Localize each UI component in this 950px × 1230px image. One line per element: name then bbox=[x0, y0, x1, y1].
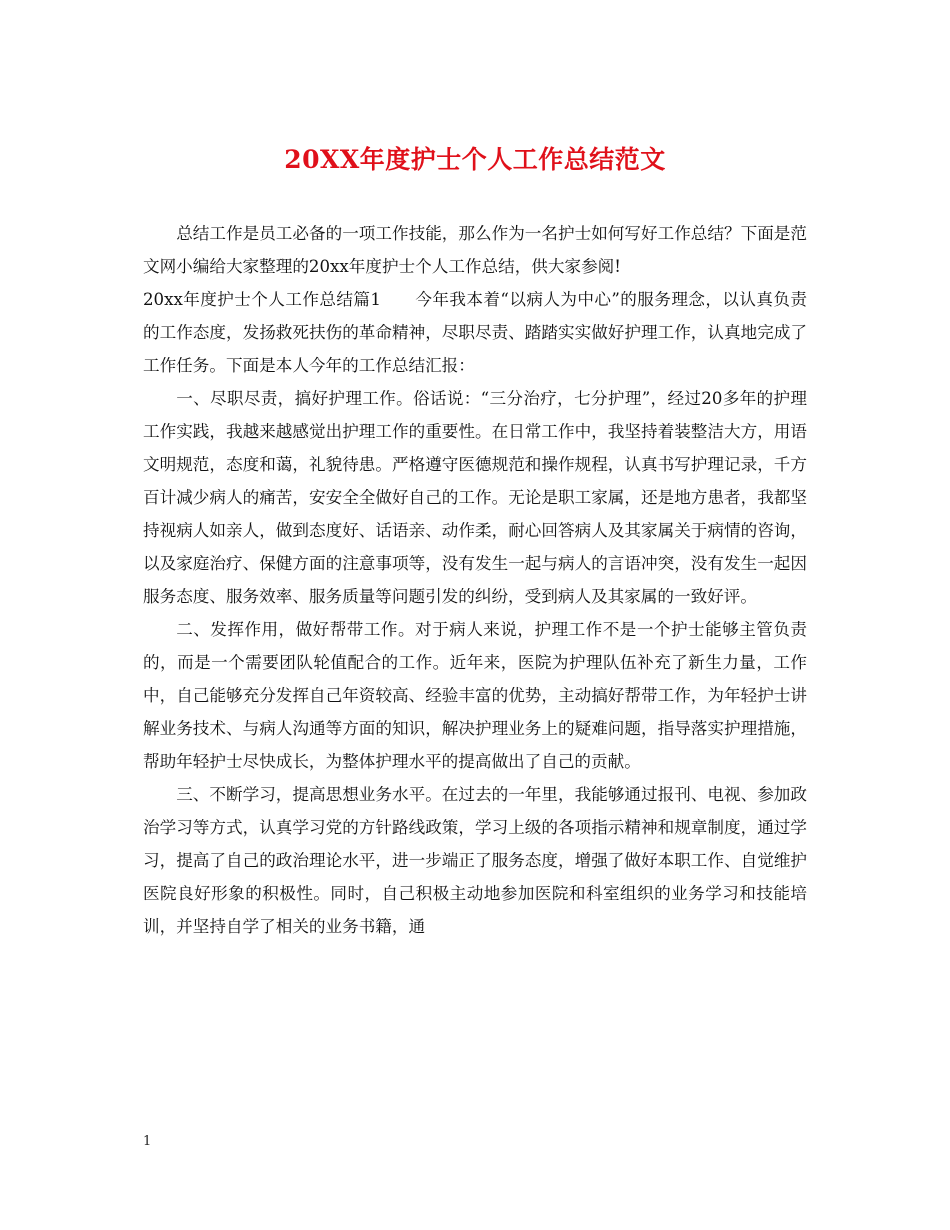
document-title: 20XX年度护士个人工作总结范文 bbox=[284, 145, 666, 174]
paragraph-point-two: 二、发挥作用，做好帮带工作。对于病人来说，护理工作不是一个护士能够主管负责的，而是一个需要团队轮值配合的工作。近年来，医院为护理队伍补充了新生力量，工作中，自己能够充分发挥自己年资较高、经验丰富的优势，主动搞好帮带工作，为年轻护士讲解业务技术、与病人沟通等方面的知识，解决护理业务上的疑难问题，指导落实护理措施，帮助年轻护士尽快成长，为整体护理水平的提高做出了自己的贡献。 bbox=[143, 620, 807, 771]
page-number: 1 bbox=[143, 1134, 152, 1149]
paragraph-section-heading: 20xx年度护士个人工作总结篇1 今年我本着“以病人为中心”的服务理念，以认真负责的工作态度，发扬救死扶伤的革命精神，尽职尽责、踏踏实实做好护理工作，认真地完成了工作任务。下面是本人今年的工作总结汇报： bbox=[143, 290, 807, 375]
paragraph-point-three: 三、不断学习，提高思想业务水平。在过去的一年里，我能够通过报刊、电视、参加政治学习等方式，认真学习党的方针路线政策，学习上级的各项指示精神和规章制度，通过学习，提高了自己的政治理论水平，进一步端正了服务态度，增强了做好本职工作、自觉维护医院良好形象的积极性。同时，自己积极主动地参加医院和科室组织的业务学习和技能培训，并坚持自学了相关的业务书籍，通 bbox=[143, 785, 807, 936]
paragraph-point-one: 一、尽职尽责，搞好护理工作。俗话说：“三分治疗，七分护理”，经过20多年的护理工作实践，我越来越感觉出护理工作的重要性。在日常工作中，我坚持着装整洁大方，用语文明规范，态度和蔼，礼貌待患。严格遵守医德规范和操作规程，认真书写护理记录，千方百计减少病人的痛苦，安安全全做好自己的工作。无论是职工家属，还是地方患者，我都坚持视病人如亲人，做到态度好、话语亲、动作柔，耐心回答病人及其家属关于病情的咨询，以及家庭治疗、保健方面的注意事项等，没有发生一起与病人的言语冲突，没有发生一起因服务态度、服务效率、服务质量等问题引发的纠纷，受到病人及其家属的一致好评。 bbox=[143, 389, 807, 606]
paragraph-intro: 总结工作是员工必备的一项工作技能，那么作为一名护士如何写好工作总结？下面是范文网小编给大家整理的20xx年度护士个人工作总结，供大家参阅! bbox=[143, 224, 807, 276]
document-body bbox=[143, 217, 807, 943]
